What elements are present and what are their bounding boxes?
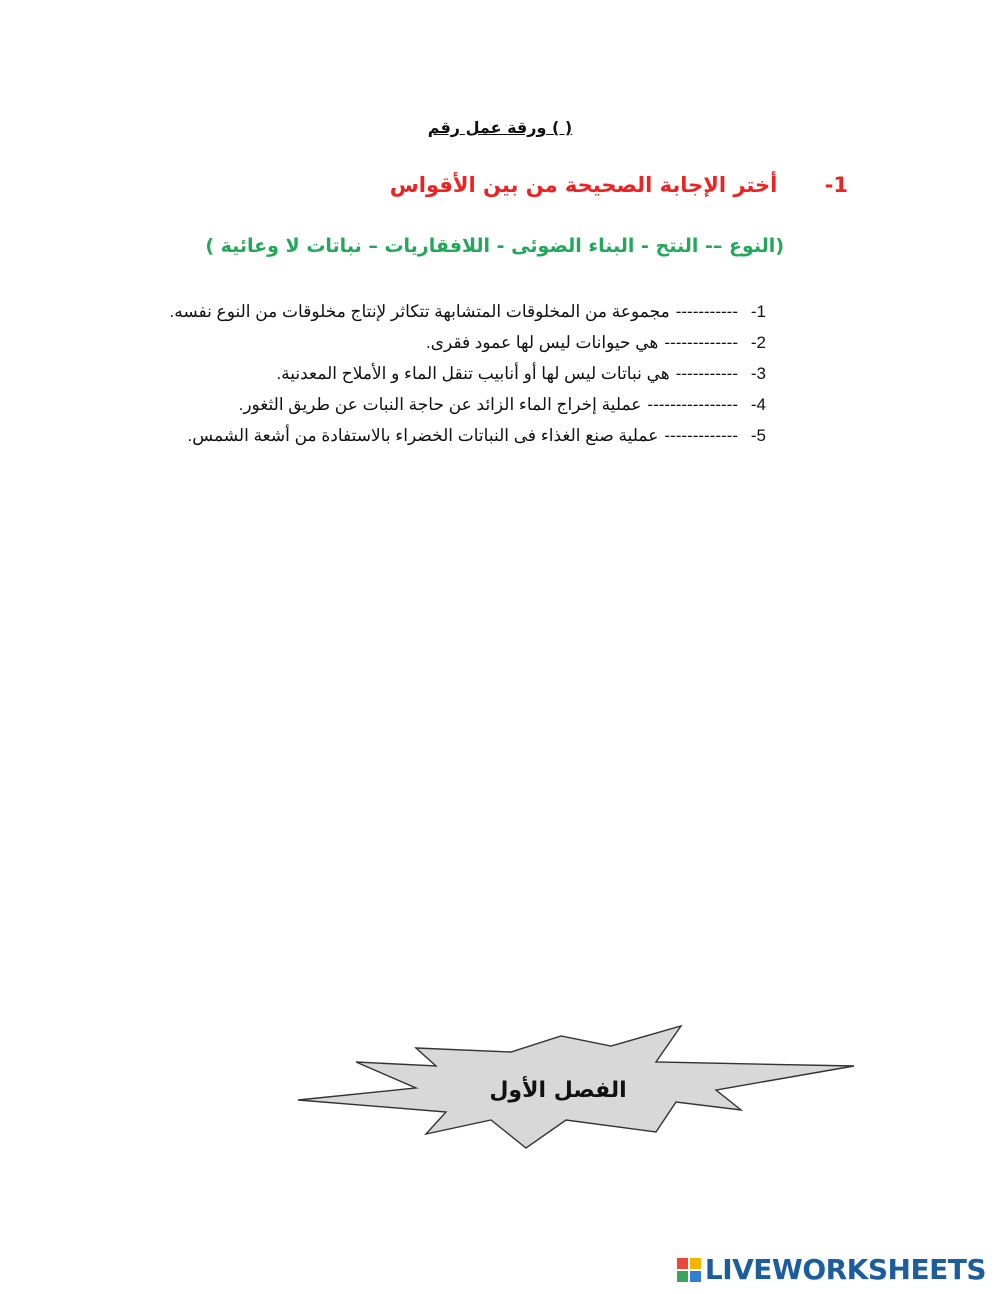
brand-name: LIVEWORKSHEETS [704,1253,986,1286]
answer-blank[interactable]: ----------- [675,302,738,321]
answer-blank[interactable]: ------------- [664,426,738,445]
answer-blank[interactable]: ---------------- [647,395,738,414]
liveworksheets-logo-icon [676,1257,702,1283]
list-item [170,358,767,389]
list-item [170,420,767,451]
item-number: 5- [750,426,766,445]
list-item [170,327,767,358]
list-item [170,389,767,420]
item-text: هي نباتات ليس لها أو أنابيب تنقل الماء و الأملاح المعدنية. [276,364,670,383]
item-number: 4- [750,395,766,414]
answer-blank[interactable]: ----------- [675,364,738,383]
brand-footer[interactable] [676,1253,986,1286]
answer-blank[interactable]: ------------- [664,333,738,352]
question-number: 1- [824,173,848,197]
item-number: 3- [750,364,766,383]
item-text: مجموعة من المخلوقات المتشابهة تتكاثر لإنتاج مخلوقات من النوع نفسه. [169,302,670,321]
list-item [170,296,767,327]
fill-in-list [170,296,767,451]
chapter-label: الفصل الأول [489,1078,627,1103]
item-text: هي حيوانات ليس لها عمود فقرى. [425,333,659,352]
item-text: عملية صنع الغذاء فى النباتات الخضراء بالاستفادة من أشعة الشمس. [187,426,659,445]
question-heading [390,173,848,197]
answer-choices: (النوع –- النتح - البناء الضوئى - اللافقاريات – نباتات لا وعائية ) [205,235,784,257]
item-number: 2- [750,333,766,352]
item-number: 1- [750,302,766,321]
chapter-badge [296,1022,856,1152]
worksheet-title: ورقة عمل رقم ( ) [427,118,573,137]
item-text: عملية إخراج الماء الزائد عن حاجة النبات عن طريق الثغور. [238,395,642,414]
question-text: أختر الإجابة الصحيحة من بين الأقواس [389,173,778,197]
